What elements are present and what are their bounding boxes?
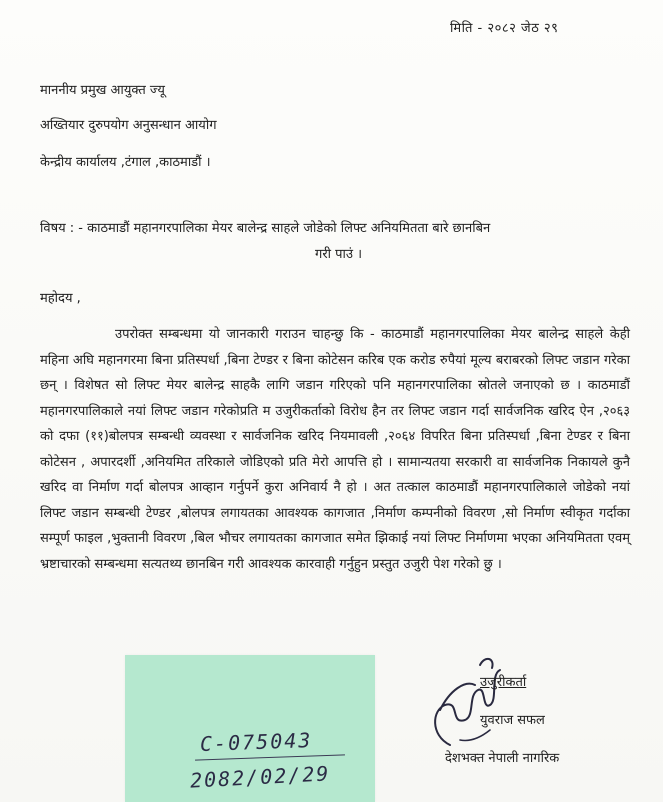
recipient-title: माननीय प्रमुख आयुक्त ज्यू [40, 83, 165, 98]
registration-number: C-075043 [199, 728, 313, 756]
recipient-address: केन्द्रीय कार्यालय ,टंगाल ,काठमाडौं । [40, 155, 211, 170]
salutation: महोदय , [40, 291, 81, 306]
recipient-organization: अख्तियार दुरुपयोग अनुसन्धान आयोग [40, 118, 217, 133]
complainant-title: उजुरीकर्ता [480, 675, 527, 690]
letter-body: उपरोक्त सम्बन्धमा यो जानकारी गराउन चाहन्छु कि - काठमाडौं महानगरपालिका मेयर बालेन्द्र साहले केही महिना अघि महानगरमा बिना प्रतिस्पर्धा ,बिना टेण्डर र बिना कोटेसन करिब एक करोड रुपैयां मूल्य बराबरको लिफ्ट जडान गरेका छन् । विशेषत सो लिफ्ट मेयर बालेन्द्र साहकै लागि जडान गरिएको पनि महानगरपालिका स्रोतले जनाएको छ । काठमाडौं महानगरपालिकाले नयां लिफ्ट जडान गरेकोप्रति म उजुरीकर्ताको विरोध हैन तर लिफ्ट जडान गर्दा सार्वजनिक खरिद ऐन ,२०६३ को दफा (११)बोलपत्र सम्बन्धी व्यवस्था र सार्वजनिक खरिद नियमावली ,२०६४ विपरित बिना प्रतिस्पर्धा ,बिना टेण्डर र बिना कोटेसन , अपारदर्शी ,अनियमित तरिकाले जोडिएको प्रति मेरो आपत्ति हो । सामान्यतया सरकारी वा सार्वजनिक निकायले कुनै खरिद वा निर्माण गर्दा बोलपत्र आव्हान गर्नुपर्ने कुरा अनिवार्य नै हो । अत तत्काल काठमाडौं महानगरपालिकाले जोडेको नयां लिफ्ट जडान सम्बन्धी टेण्डर ,बोलपत्र लगायतका आवश्यक कागजात ,निर्माण कम्पनीको विवरण ,सो निर्माण स्वीकृत गर्दाका सम्पूर्ण फाइल ,भुक्तानी विवरण ,बिल भौचर लगायतका कागजात समेत झिकाई नयां लिफ्ट निर्माणमा भएका अनियमितता एवम् भ्रष्टाचारको सम्बन्धमा सत्यतथ्य छानबिन गरी आवश्यक कारवाही गर्नुहुन प्रस्तुत उजुरी पेश गरेको छु । [40, 327, 630, 572]
complainant-name: युवराज सफल [480, 713, 545, 728]
subject-line-continued: गरी पाउं । [315, 247, 363, 262]
complainant-description: देशभक्त नेपाली नागरिक [445, 751, 560, 766]
registration-date: 2082/02/29 [189, 761, 331, 793]
handwritten-signature [420, 650, 510, 755]
sticky-note [125, 655, 375, 802]
letter-date: मिति - २०८२ जेठ २९ [450, 21, 559, 36]
subject [40, 216, 630, 268]
subject-line: विषय : - काठमाडौं महानगरपालिका मेयर बालेन्द्र साहले जोडेको लिफ्ट अनियमितता बारे छानबिन [40, 221, 491, 236]
